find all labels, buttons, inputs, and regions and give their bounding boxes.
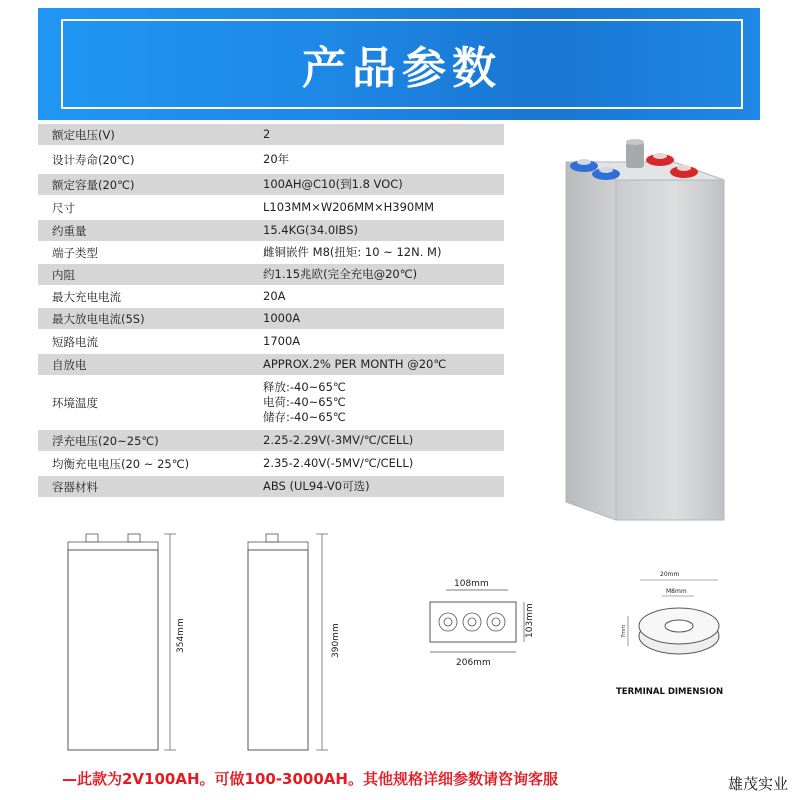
spec-value: [263, 380, 504, 425]
brand-watermark: 雄茂实业: [724, 773, 792, 794]
spec-value-line: 1000A: [263, 311, 301, 325]
spec-label: 环境温度: [52, 395, 98, 410]
terminal-outer-label: 20mm: [660, 571, 680, 578]
spec-value-line: 储存:-40~65℃: [263, 410, 346, 424]
spec-label: 浮充电压(20~25℃): [52, 433, 159, 448]
page-title: 产品参数: [302, 43, 502, 94]
spec-row: [38, 430, 504, 452]
terminal-dimension-drawing: [612, 566, 752, 702]
top-width-label: 108mm: [454, 579, 489, 589]
spec-value: [263, 433, 504, 448]
spec-label: 设计寿命(20℃): [52, 152, 135, 167]
spec-label: 均衡充电电压(20 ~ 25℃): [52, 456, 190, 471]
spec-value-line: 2.25-2.29V(-3MV/℃/CELL): [263, 433, 414, 447]
front-view-drawing: [58, 528, 198, 758]
spec-value-line: 2: [263, 127, 271, 141]
spec-value: [263, 267, 504, 282]
spec-label: 最大充电电流: [52, 289, 121, 304]
spec-row: [38, 286, 504, 308]
spec-value-line: 20年: [263, 152, 290, 166]
spec-row: [38, 476, 504, 498]
spec-value: [263, 127, 504, 142]
spec-row: [38, 452, 504, 476]
spec-row: [38, 376, 504, 430]
top-view-drawing: [422, 572, 542, 672]
spec-value-line: 100AH@C10(到1.8 VOC): [263, 177, 403, 191]
spec-value: [263, 357, 504, 372]
spec-row: [38, 308, 504, 330]
side-height-label: 390mm: [331, 623, 341, 658]
spec-table: [38, 124, 504, 498]
spec-label: 最大放电电流(5S): [52, 311, 145, 326]
terminal-inner-label: M8mm: [666, 588, 687, 595]
top-length-label: 206mm: [456, 658, 491, 668]
spec-value-line: 电荷:-40~65℃: [263, 395, 346, 409]
spec-row: [38, 242, 504, 264]
spec-label: 额定电压(V): [52, 127, 115, 142]
spec-value: [263, 152, 504, 167]
spec-row: [38, 220, 504, 242]
battery-photo: [548, 132, 728, 522]
spec-value: [263, 334, 504, 349]
spec-value: [263, 245, 504, 260]
spec-value-line: 20A: [263, 289, 286, 303]
spec-row: [38, 330, 504, 354]
spec-value-line: 15.4KG(34.0IBS): [263, 223, 359, 237]
footer-note: —此款为2V100AH。可做100-3000AH。其他规格详细参数请咨询客服: [62, 770, 558, 788]
spec-row: [38, 196, 504, 220]
spec-value-line: ABS (UL94-V0可选): [263, 479, 370, 493]
spec-label: 端子类型: [52, 245, 98, 260]
spec-value-line: 释放:-40~65℃: [263, 380, 346, 394]
spec-value-line: 雌铜嵌件 M8(扭矩: 10 ~ 12N. M): [263, 245, 442, 259]
spec-row: [38, 354, 504, 376]
spec-label: 约重量: [52, 223, 87, 238]
top-depth-label: 103mm: [525, 603, 535, 638]
terminal-thickness-label: 7mm: [621, 625, 627, 638]
spec-label: 自放电: [52, 357, 87, 372]
spec-value-line: 约1.15兆欧(完全充电@20℃): [263, 267, 418, 281]
spec-label: 容器材料: [52, 479, 98, 494]
spec-value: [263, 479, 504, 494]
header-banner: [38, 8, 760, 120]
banner-frame: [61, 19, 743, 109]
spec-label: 内阻: [52, 267, 75, 282]
spec-value-line: 2.35-2.40V(-5MV/℃/CELL): [263, 456, 414, 470]
spec-value: [263, 289, 504, 304]
spec-row: [38, 124, 504, 146]
spec-row: [38, 174, 504, 196]
spec-value-line: APPROX.2% PER MONTH @20℃: [263, 357, 447, 371]
front-height-label: 354mm: [176, 618, 186, 653]
spec-value: [263, 223, 504, 238]
spec-value: [263, 177, 504, 192]
spec-row: [38, 264, 504, 286]
spec-value: [263, 200, 504, 215]
spec-row: [38, 146, 504, 174]
spec-value: [263, 311, 504, 326]
spec-value-line: 1700A: [263, 334, 301, 348]
spec-value-line: L103MM×W206MM×H390MM: [263, 200, 435, 214]
terminal-caption: TERMINAL DIMENSION: [616, 687, 724, 697]
side-view-drawing: [238, 528, 378, 758]
spec-label: 短路电流: [52, 334, 98, 349]
spec-label: 尺寸: [52, 200, 75, 215]
spec-label: 额定容量(20℃): [52, 177, 135, 192]
spec-value: [263, 456, 504, 471]
